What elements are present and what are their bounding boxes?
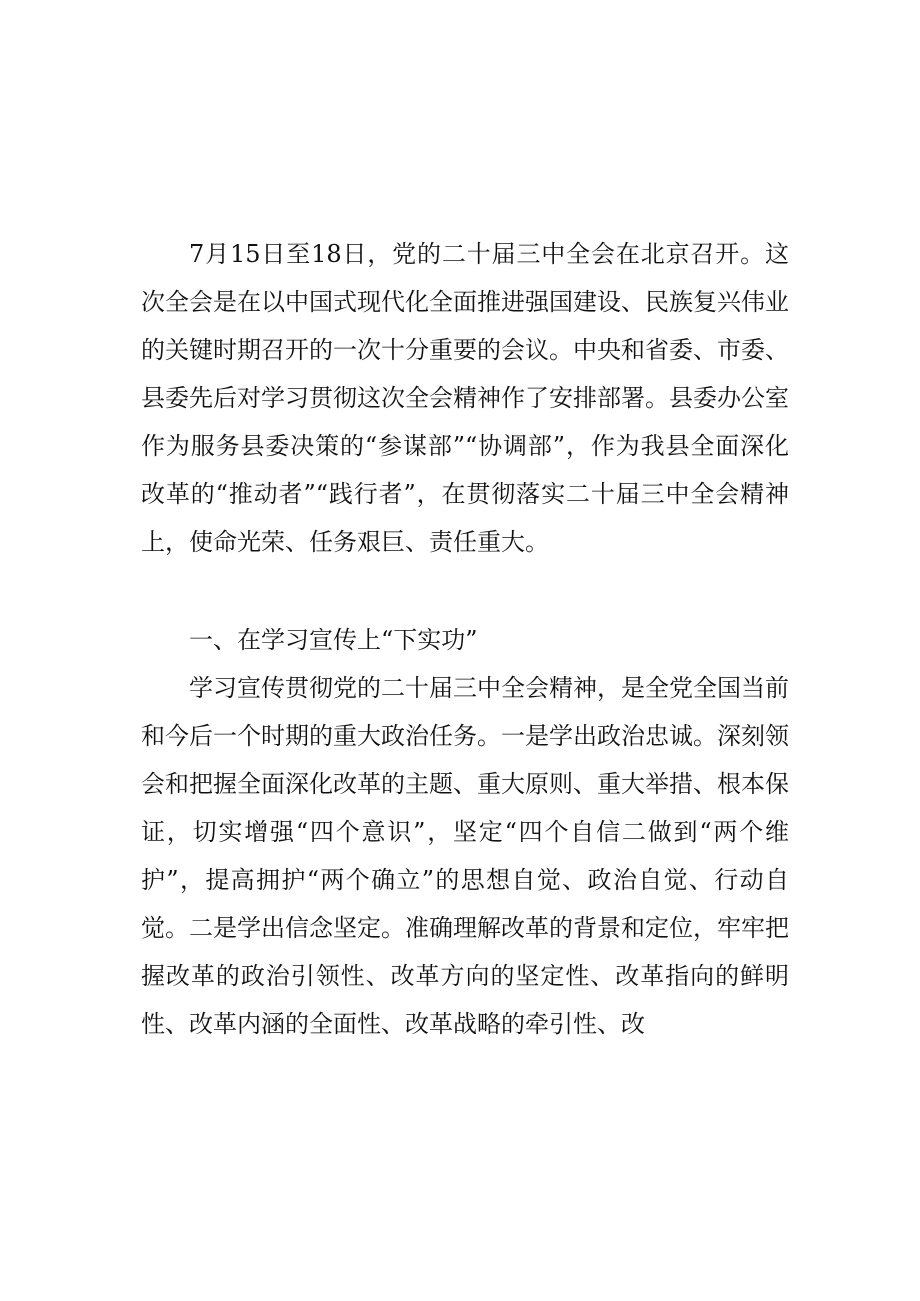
intro-paragraph: 7月15日至18日，党的二十届三中全会在北京召开。这次全会是在以中国式现代化全面推进强国建设、民族复兴伟业的关键时期召开的一次十分重要的会议。中央和省委、市委、县委先后对学习贯彻这次全会精神作了安排部署。县委办公室作为服务县委决策的“参谋部”“协调部”，作为我县全面深化改革的“推动者”“践行者”，在贯彻落实二十届三中全会精神上，使命光荣、任务艰巨、责任重大。 (141, 240, 789, 556)
section-paragraph: 学习宣传贯彻党的二十届三中全会精神，是全党全国当前和今后一个时期的重大政治任务。一是学出政治忠诚。深刻领会和把握全面深化改革的主题、重大原则、重大举措、根本保证，切实增强“四个意识”，坚定“四个自信二做到“两个维护”，提高拥护“两个确立”的思想自觉、政治自觉、行动自觉。二是学出信念坚定。准确理解改革的背景和定位，牢牢把握改革的政治引领性、改革方向的坚定性、改革指向的鲜明性、改革内涵的全面性、改革战略的牵引性、改 (141, 674, 789, 1038)
section-heading: 一、在学习宣传上“下实功” (189, 626, 478, 654)
